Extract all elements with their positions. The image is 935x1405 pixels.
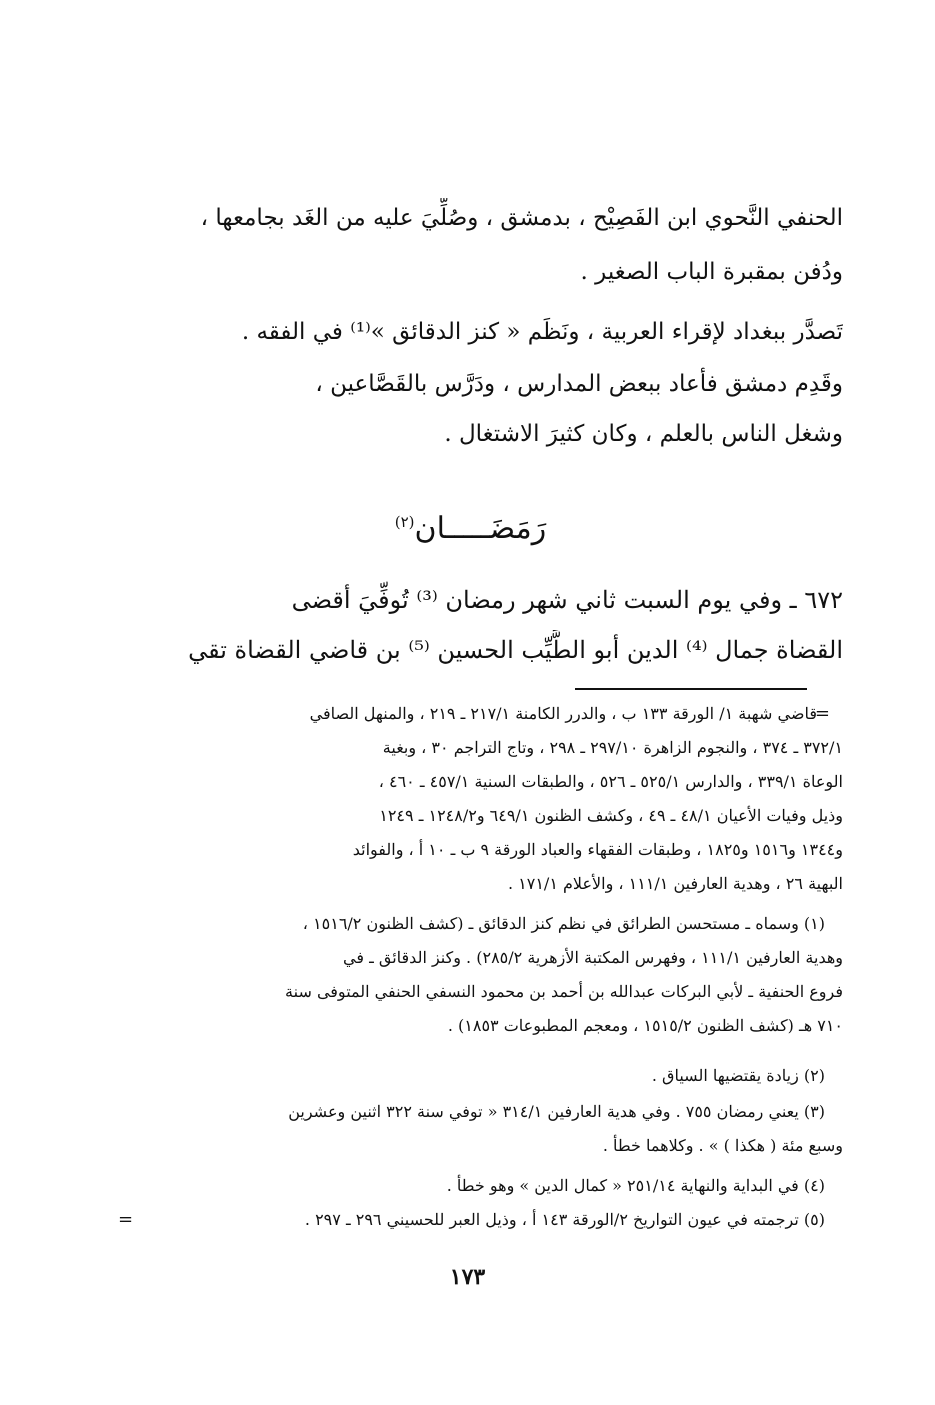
footnote-cont-line-5: و١٣٤٤ و١٥١٦ و١٨٢٥ ، وطبقات الفقهاء والعباد الورقة ٩ ب ـ ١٠ أ ، والفوائد	[352, 840, 843, 859]
footnote-cont-line-2: ٣٧٢/١ ـ ٣٧٤ ، والنجوم الزاهرة ٢٩٧/١٠ ـ ٢٩٨ ، وتاج التراجم ٣٠ ، وبغية	[382, 738, 843, 757]
footnote-cont-line-3: الوعاة ٣٣٩/١ ، والدارس ٥٢٥/١ ـ ٥٢٦ ، والطبقات السنية ٤٥٧/١ ـ ٤٦٠ ،	[378, 772, 843, 791]
body-line-4: وقَدِم دمشق فأعاد ببعض المدارس ، ودَرَّس بالقَصَّاعين ،	[315, 371, 843, 397]
footnote-separator	[575, 688, 807, 690]
section-heading	[0, 500, 935, 550]
footnote-5: (٥) ترجمته في عيون التواريخ ٢/الورقة ١٤٣ أ ، وذيل العبر للحسيني ٢٩٦ ـ ٢٩٧ .	[304, 1210, 825, 1229]
footnote-cont-line-6: البهية ٢٦ ، وهدية العارفين ١١١/١ ، والأعلام ١٧١/١ .	[507, 874, 843, 893]
footnote-1-line-3: فروع الحنفية ـ لأبي البركات عبدالله بن أحمد بن محمود النسفي الحنفي المتوفى سنة	[285, 982, 843, 1001]
footnote-cont-line-4: وذيل وفيات الأعيان ٤٨/١ ـ ٤٩ ، وكشف الظنون ٦٤٩/١ و١٢٤٨/٢ ـ ١٢٤٩	[379, 806, 843, 825]
body-line-2: ودُفن بمقبرة الباب الصغير .	[580, 259, 843, 285]
footnote-5-continuation-mark: =	[118, 1209, 134, 1230]
body-line-5: وشغل الناس بالعلم ، وكان كثيرَ الاشتغال .	[444, 421, 843, 447]
footnote-4: (٤) في البداية والنهاية ٢٥١/١٤ « كمال الدين » وهو خطأ .	[446, 1176, 825, 1195]
page-number: ١٧٣	[449, 1264, 486, 1290]
section-note-ref: (٢)	[394, 513, 415, 531]
footnote-1-line-4: ٧١٠ هـ (كشف الظنون ١٥١٥/٢ ، ومعجم المطبوعات ١٨٥٣) .	[447, 1016, 843, 1035]
footnote-3-line-1: (٣) يعني رمضان ٧٥٥ . وفي هدية العارفين ٣١٤/١ « توفي سنة ٣٢٢ اثنين وعشرين	[288, 1102, 825, 1121]
section-title: رَمَضَـــــان	[414, 511, 547, 546]
footnote-1-line-1: (١) وسماه ـ مستحسن الطرائق في نظم كنز الدقائق ـ (كشف الظنون ١٥١٦/٢ ،	[302, 914, 825, 933]
footnote-1-line-2: وهدية العارفين ١١١/١ ، وفهرس المكتبة الأزهرية ٢٨٥/٢) . وكنز الدقائق ـ في	[343, 948, 843, 967]
footnote-cont-line-1: قاضي شهبة ١/ الورقة ١٣٣ ب ، والدرر الكامنة ٢١٧/١ ـ ٢١٩ ، والمنهل الصافي	[309, 704, 817, 723]
entry-line-2: القضاة جمال ⁽⁴⁾ الدين أبو الطَّيِّب الحسين ⁽⁵⁾ بن قاضي القضاة تقي	[188, 636, 843, 664]
entry-line-1: ٦٧٢ ـ وفي يوم السبت ثاني شهر رمضان ⁽³⁾ تُوفِّيَ أقضى	[291, 586, 843, 614]
body-line-3: تَصدَّر ببغداد لإقراء العربية ، ونَظَم « كنز الدقائق »⁽¹⁾ في الفقه .	[241, 319, 843, 345]
footnote-3-line-2: وسبع مئة ( هكذا ) » . وكلاهما خطأ .	[602, 1136, 843, 1155]
footnote-2: (٢) زيادة يقتضيها السياق .	[651, 1066, 825, 1085]
continuation-mark: =	[814, 703, 830, 724]
body-line-1: الحنفي النَّحوي ابن الفَصِيْح ، بدمشق ، وصُلِّيَ عليه من الغَد بجامعها ،	[200, 205, 843, 231]
